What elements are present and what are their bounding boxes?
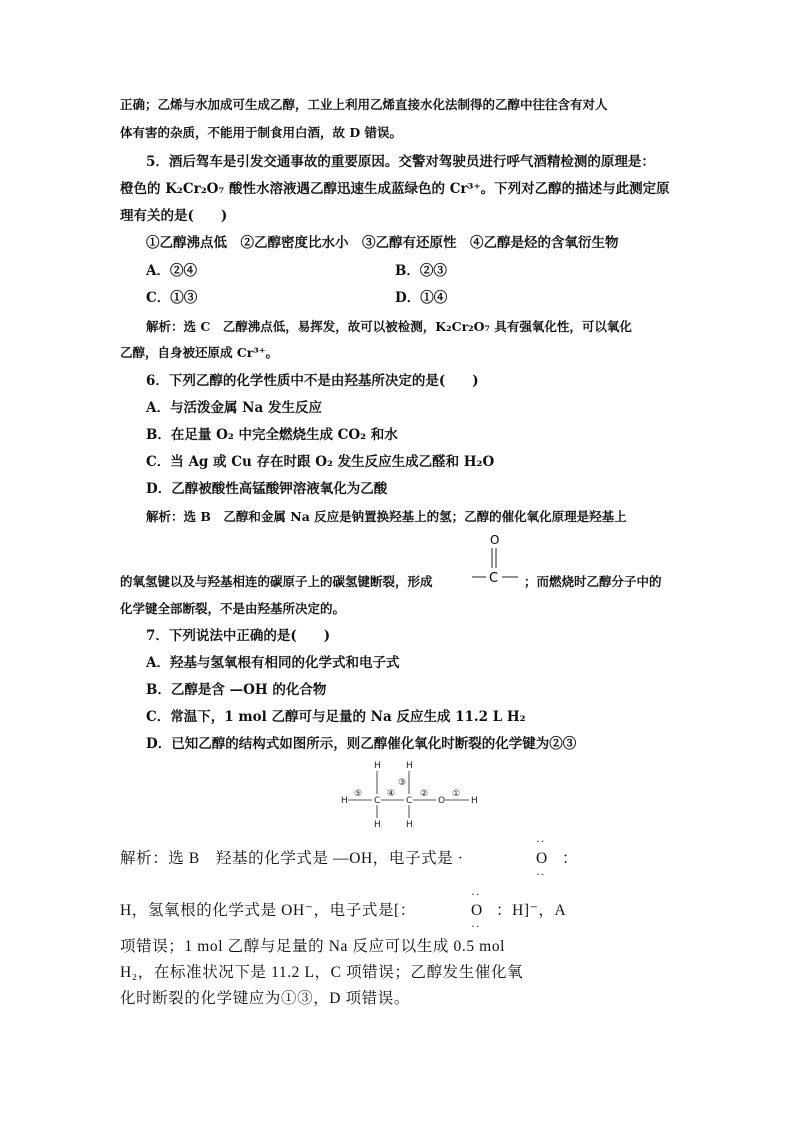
- q5-stem-3: 理有关的是( ): [120, 208, 228, 224]
- h-right: H: [471, 796, 478, 806]
- q6-explanation-1: 解析：选 B 乙醇和金属 Na 反应是钠置换羟基上的氢；乙醇的催化氧化原理是羟基上: [146, 509, 627, 524]
- h-bottom-1: H: [374, 820, 381, 830]
- h-left: H: [341, 796, 348, 806]
- q7-explanation-4: H₂，在标准状况下是 11.2 L，C 项错误；乙醇发生催化氧: [120, 964, 524, 981]
- q5-option-d: D．①④: [395, 290, 448, 306]
- q5-facts: ①乙醇沸点低 ②乙醇密度比水小 ③乙醇有还原性 ④乙醇是烃的含氧衍生物: [146, 235, 619, 251]
- label-bond-1: ①: [452, 789, 461, 799]
- q6-explanation-2a: 的氧氢键以及与羟基相连的碳原子上的碳氢键断裂，形成: [120, 574, 433, 589]
- ethanol-structure: [335, 755, 495, 835]
- carbon-2: C: [406, 796, 413, 806]
- electron-dots-bottom-2: ··: [471, 919, 481, 933]
- q5-explanation-1: 解析：选 C 乙醇沸点低，易挥发，故可以被检测，K₂Cr₂O₇ 具有强氧化性，可以氧化: [146, 319, 632, 334]
- carbonyl-oxygen: O: [490, 533, 500, 547]
- intro-line-1: 正确；乙烯与水加成可生成乙醇，工业上利用乙烯直接水化法制得的乙醇中往往含有对人: [120, 97, 608, 112]
- q5-stem-1: 5．酒后驾车是引发交通事故的重要原因。交警对驾驶员进行呼气酒精检测的原理是：: [146, 154, 655, 170]
- label-bond-3: ③: [398, 778, 407, 788]
- q5-option-a: A．②④: [146, 263, 197, 279]
- q6-explanation-3: 化学键全部断裂，不是由羟基所决定的。: [120, 601, 346, 616]
- q6-option-d: D．乙醇被酸性高锰酸钾溶液氧化为乙酸: [146, 481, 388, 497]
- h-top-1: H: [374, 761, 381, 771]
- electron-dots-bottom-1: ··: [536, 867, 546, 881]
- h-top-2: H: [406, 761, 413, 771]
- q7-option-a: A．羟基与氢氧根有相同的化学式和电子式: [146, 655, 400, 671]
- q6-option-c: C．当 Ag 或 Cu 存在时跟 O₂ 发生反应生成乙醛和 H₂O: [146, 454, 495, 470]
- q7-option-b: B．乙醇是含 —OH 的化合物: [146, 682, 327, 698]
- q7-explanation-2a: H，氢氧根的化学式是 OH⁻，电子式是[：: [120, 902, 416, 919]
- q6-stem: 6．下列乙醇的化学性质中不是由羟基所决定的是( ): [146, 373, 479, 389]
- carbonyl-group: [470, 530, 522, 590]
- q7-explanation-1a: 解析：选 B 羟基的化学式是 —OH，电子式是 ·: [120, 850, 464, 867]
- q7-explanation-5: 化时断裂的化学键应为①③，D 项错误。: [120, 990, 410, 1007]
- q7-option-c: C．常温下，1 mol 乙醇可与足量的 Na 反应生成 11.2 L H₂: [146, 709, 526, 725]
- carbon-1: C: [374, 796, 381, 806]
- h-bottom-2: H: [406, 820, 413, 830]
- q5-stem-2: 橙色的 K₂Cr₂O₇ 酸性水溶液遇乙醇迅速生成蓝绿色的 Cr³⁺。下列对乙醇的描述与此测定原: [120, 181, 670, 197]
- electron-dots-top-2: ··: [471, 887, 481, 901]
- q7-option-d: D．已知乙醇的结构式如图所示，则乙醇催化氧化时断裂的化学键为②③: [146, 736, 577, 752]
- q7-explanation-2b: ：H]⁻，A: [496, 902, 567, 919]
- q5-option-b: B．②③: [395, 263, 447, 279]
- label-bond-2: ②: [420, 789, 429, 799]
- q6-option-b: B．在足量 O₂ 中完全燃烧生成 CO₂ 和水: [146, 427, 398, 443]
- q7-explanation-1-colon: ：: [562, 850, 579, 867]
- q7-explanation-3: 项错误；1 mol 乙醇与足量的 Na 反应可以生成 0.5 mol: [120, 938, 506, 955]
- intro-line-2: 体有害的杂质，不能用于制食用白酒，故 D 错误。: [120, 125, 403, 140]
- label-bond-5: ⑤: [354, 789, 363, 799]
- q7-explanation-1-o: O: [536, 850, 548, 867]
- q7-explanation-2-o: O: [471, 902, 483, 919]
- oxygen: O: [438, 796, 446, 806]
- q6-explanation-2b: ；而燃烧时乙醇分子中的: [524, 574, 662, 589]
- q6-option-a: A．与活泼金属 Na 发生反应: [146, 400, 322, 416]
- electron-dots-top-1: ··: [536, 834, 546, 848]
- label-bond-4: ④: [387, 789, 396, 799]
- q7-stem: 7．下列说法中正确的是( ): [146, 628, 331, 644]
- carbonyl-carbon: C: [489, 571, 499, 586]
- q5-option-c: C．①③: [146, 290, 198, 306]
- q5-explanation-2: 乙醇，自身被还原成 Cr³⁺。: [120, 345, 278, 360]
